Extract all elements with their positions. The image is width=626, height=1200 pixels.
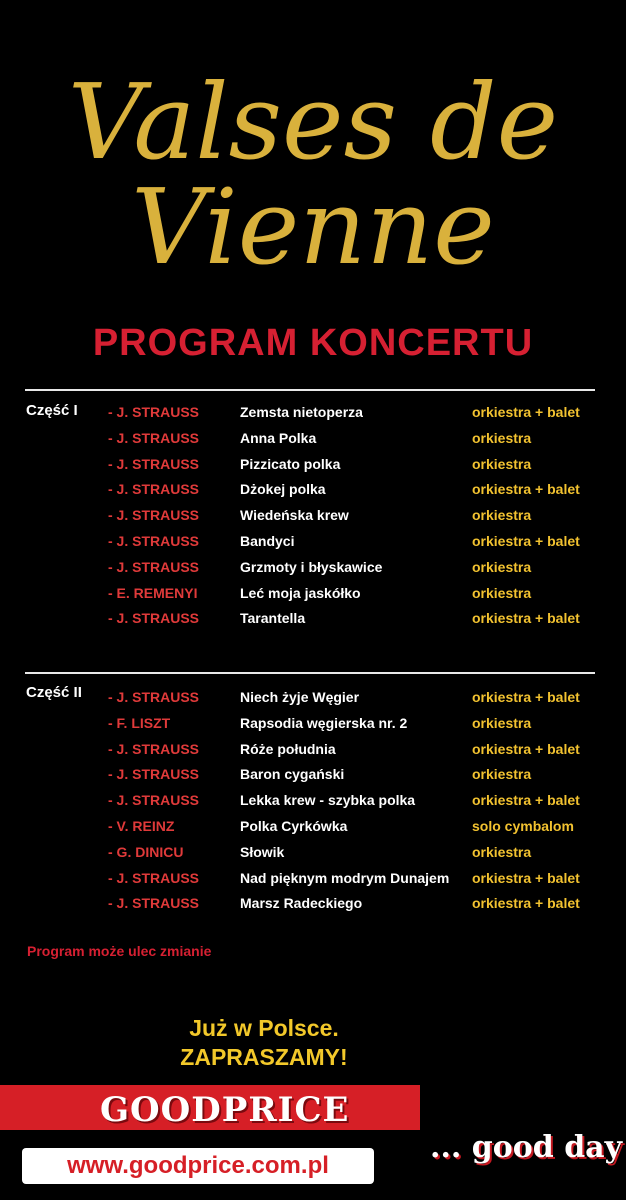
composer-name: - J. STRAUSS — [108, 455, 200, 472]
composer-name: - J. STRAUSS — [108, 689, 200, 705]
piece-title: Nad pięknym modrym Dunajem — [240, 869, 450, 886]
program-row — [0, 895, 626, 921]
composer-name: - J. STRAUSS — [108, 404, 200, 420]
program-title: PROGRAM KONCERTU — [92, 322, 534, 364]
piece-title: Baron cygański — [240, 766, 345, 783]
divider-part-1 — [25, 389, 595, 391]
composer-name: - J. STRAUSS — [108, 740, 200, 757]
piece-title: Tarantella — [240, 610, 306, 627]
program-row — [0, 430, 626, 456]
part-1-list — [0, 404, 626, 636]
program-row — [0, 610, 626, 636]
performers-label: orkiestra — [472, 843, 532, 860]
piece-title: Leć moja jaskółko — [240, 584, 361, 601]
composer-name: - J. STRAUSS — [108, 766, 200, 783]
composer-name: - J. STRAUSS — [108, 532, 200, 549]
performers-label: orkiestra + balet — [472, 689, 580, 705]
piece-title: Słowik — [240, 843, 285, 860]
program-row — [0, 404, 626, 430]
piece-title: Lekka krew - szybka polka — [240, 792, 416, 809]
piece-title: Niech żyje Węgier — [240, 689, 360, 705]
part-2-list — [0, 689, 626, 921]
part-1-label: Część I — [26, 402, 78, 419]
program-row — [0, 481, 626, 507]
performers-label: orkiestra — [472, 766, 532, 783]
program-row — [0, 585, 626, 611]
part-2-label: Część II — [26, 684, 82, 701]
piece-title: Róże południa — [240, 740, 336, 757]
piece-title: Pizzicato polka — [240, 455, 341, 472]
piece-title: Zemsta nietoperza — [240, 404, 363, 420]
composer-name: - J. STRAUSS — [108, 558, 200, 575]
performers-label: orkiestra + balet — [472, 610, 580, 627]
performers-label: orkiestra + balet — [472, 404, 580, 420]
program-row — [0, 792, 626, 818]
performers-label: orkiestra + balet — [472, 792, 580, 809]
composer-name: - V. REINZ — [108, 817, 175, 834]
composer-name: - J. STRAUSS — [108, 895, 200, 912]
program-row — [0, 507, 626, 533]
program-row — [0, 741, 626, 767]
performers-label: orkiestra + balet — [472, 895, 580, 912]
composer-name: - G. DINICU — [108, 843, 184, 860]
performers-label: orkiestra — [472, 558, 532, 575]
composer-name: - J. STRAUSS — [108, 481, 200, 498]
promo-line-2: ZAPRASZAMY! — [180, 1044, 348, 1070]
program-row — [0, 689, 626, 715]
program-row — [0, 715, 626, 741]
title-line-1: Valses de — [67, 61, 559, 183]
composer-name: - J. STRAUSS — [108, 792, 200, 809]
program-change-note: Program może ulec zmianie — [27, 943, 212, 959]
piece-title: Bandyci — [240, 532, 295, 549]
performers-label: orkiestra + balet — [472, 740, 580, 757]
program-row — [0, 533, 626, 559]
performers-label: orkiestra — [472, 429, 532, 446]
website-link[interactable]: www.goodprice.com.pl — [67, 1152, 329, 1179]
performers-label: orkiestra + balet — [472, 869, 580, 886]
piece-title: Polka Cyrkówka — [240, 817, 348, 834]
program-row — [0, 818, 626, 844]
title-line-2: Vienne — [131, 166, 495, 288]
program-row — [0, 456, 626, 482]
piece-title: Dżokej polka — [240, 481, 326, 498]
piece-title: Anna Polka — [240, 429, 317, 446]
program-row — [0, 766, 626, 792]
composer-name: - J. STRAUSS — [108, 869, 200, 886]
performers-label: orkiestra — [472, 584, 532, 601]
performers-label: orkiestra — [472, 455, 532, 472]
composer-name: - J. STRAUSS — [108, 507, 200, 524]
piece-title: Rapsodia węgierska nr. 2 — [240, 714, 408, 731]
piece-title: Marsz Radeckiego — [240, 895, 363, 912]
composer-name: - J. STRAUSS — [108, 429, 200, 446]
divider-part-2 — [25, 672, 595, 674]
piece-title: Grzmoty i błyskawice — [240, 558, 383, 575]
brand-slogan: ... good day — [430, 1130, 623, 1165]
promo-line-1: Już w Polsce. — [189, 1015, 339, 1041]
performers-label: solo cymbalom — [472, 817, 574, 834]
brand-logo-text: GOODPRICE — [100, 1090, 350, 1130]
program-row — [0, 870, 626, 896]
composer-name: - J. STRAUSS — [108, 610, 200, 627]
performers-label: orkiestra + balet — [472, 481, 580, 498]
composer-name: - F. LISZT — [108, 714, 171, 731]
performers-label: orkiestra + balet — [472, 532, 580, 549]
program-row — [0, 844, 626, 870]
performers-label: orkiestra — [472, 714, 532, 731]
composer-name: - E. REMENYI — [108, 584, 198, 601]
program-row — [0, 559, 626, 585]
piece-title: Wiedeńska krew — [240, 507, 349, 524]
performers-label: orkiestra — [472, 507, 532, 524]
